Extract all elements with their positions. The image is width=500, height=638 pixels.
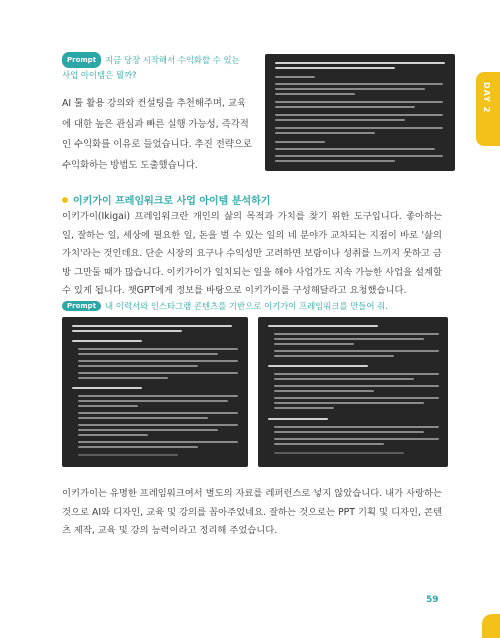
prompt-2 [62, 300, 388, 312]
chapter-tab [476, 72, 500, 146]
ikigai-paragraph: 이키가이(Ikigai) 프레임워크란 개인의 삶의 목적과 가치를 찾기 위한 도구입니다. 좋아하는 일, 잘하는 일, 세상에 필요한 일, 돈을 벌 수 있는 일의 네 분야가 교차되는 지점이 바로 '삶의 가치'라는 것인데요. 단순 시장의 요구나 수익성만 고려하면 보람이나 성취를 느끼지 못하고 금방 그만둘 때가 많습니다. 이키가이가 일치되는 일을 해야 사업가도 지속 가능한 사업을 설계할 수 있게 됩니다. 챗GPT에게 정보를 바탕으로 이키가이를 구성해달라고 요청했습니다. [62, 211, 442, 296]
section-heading [62, 192, 270, 207]
chatgpt-screenshot-3 [258, 317, 448, 467]
chatgpt-screenshot-1 [265, 54, 455, 171]
closing-paragraph: 이키가이는 유명한 프레임워크여서 별도의 자료를 레퍼런스로 넣지 않았습니다. 내가 사랑하는 것으로 AI와 디자인, 교육 및 강의를 꼽아주었네요. 잘하는 것으로는 PPT 기획 및 디자인, 콘텐츠 제작, 교육 및 강의 능력이라고 정리해 주었습니다. [62, 488, 442, 536]
page-number: 59 [426, 595, 439, 605]
intro-paragraph: AI 툴 활용 강의와 컨설팅을 추천해주며, 교육에 대한 높은 관심과 빠른 실행 가능성, 즉각적인 수익화를 이유로 들었습니다. 추진 전략으로 수익화하는 방법도 도출했습니다. [62, 98, 252, 171]
section-heading-text: 이키가이 프레임워크로 사업 아이템 분석하기 [73, 196, 271, 207]
chapter-tab-label: DAY 2 [482, 82, 491, 114]
corner-decoration [482, 614, 500, 638]
prompt-tag: Prompt [62, 301, 101, 311]
prompt-tag: Prompt [62, 52, 101, 68]
chatgpt-screenshot-2 [62, 317, 248, 467]
prompt-1 [62, 52, 248, 82]
prompt-1-text: 지금 당장 시작해서 수익화할 수 있는 사업 아이템은 뭘까? [62, 55, 240, 80]
bullet-icon [62, 197, 68, 203]
prompt-2-text: 내 이력서와 인스타그램 콘텐츠를 기반으로 이키가이 프레임워크를 만들어 줘. [105, 301, 388, 311]
